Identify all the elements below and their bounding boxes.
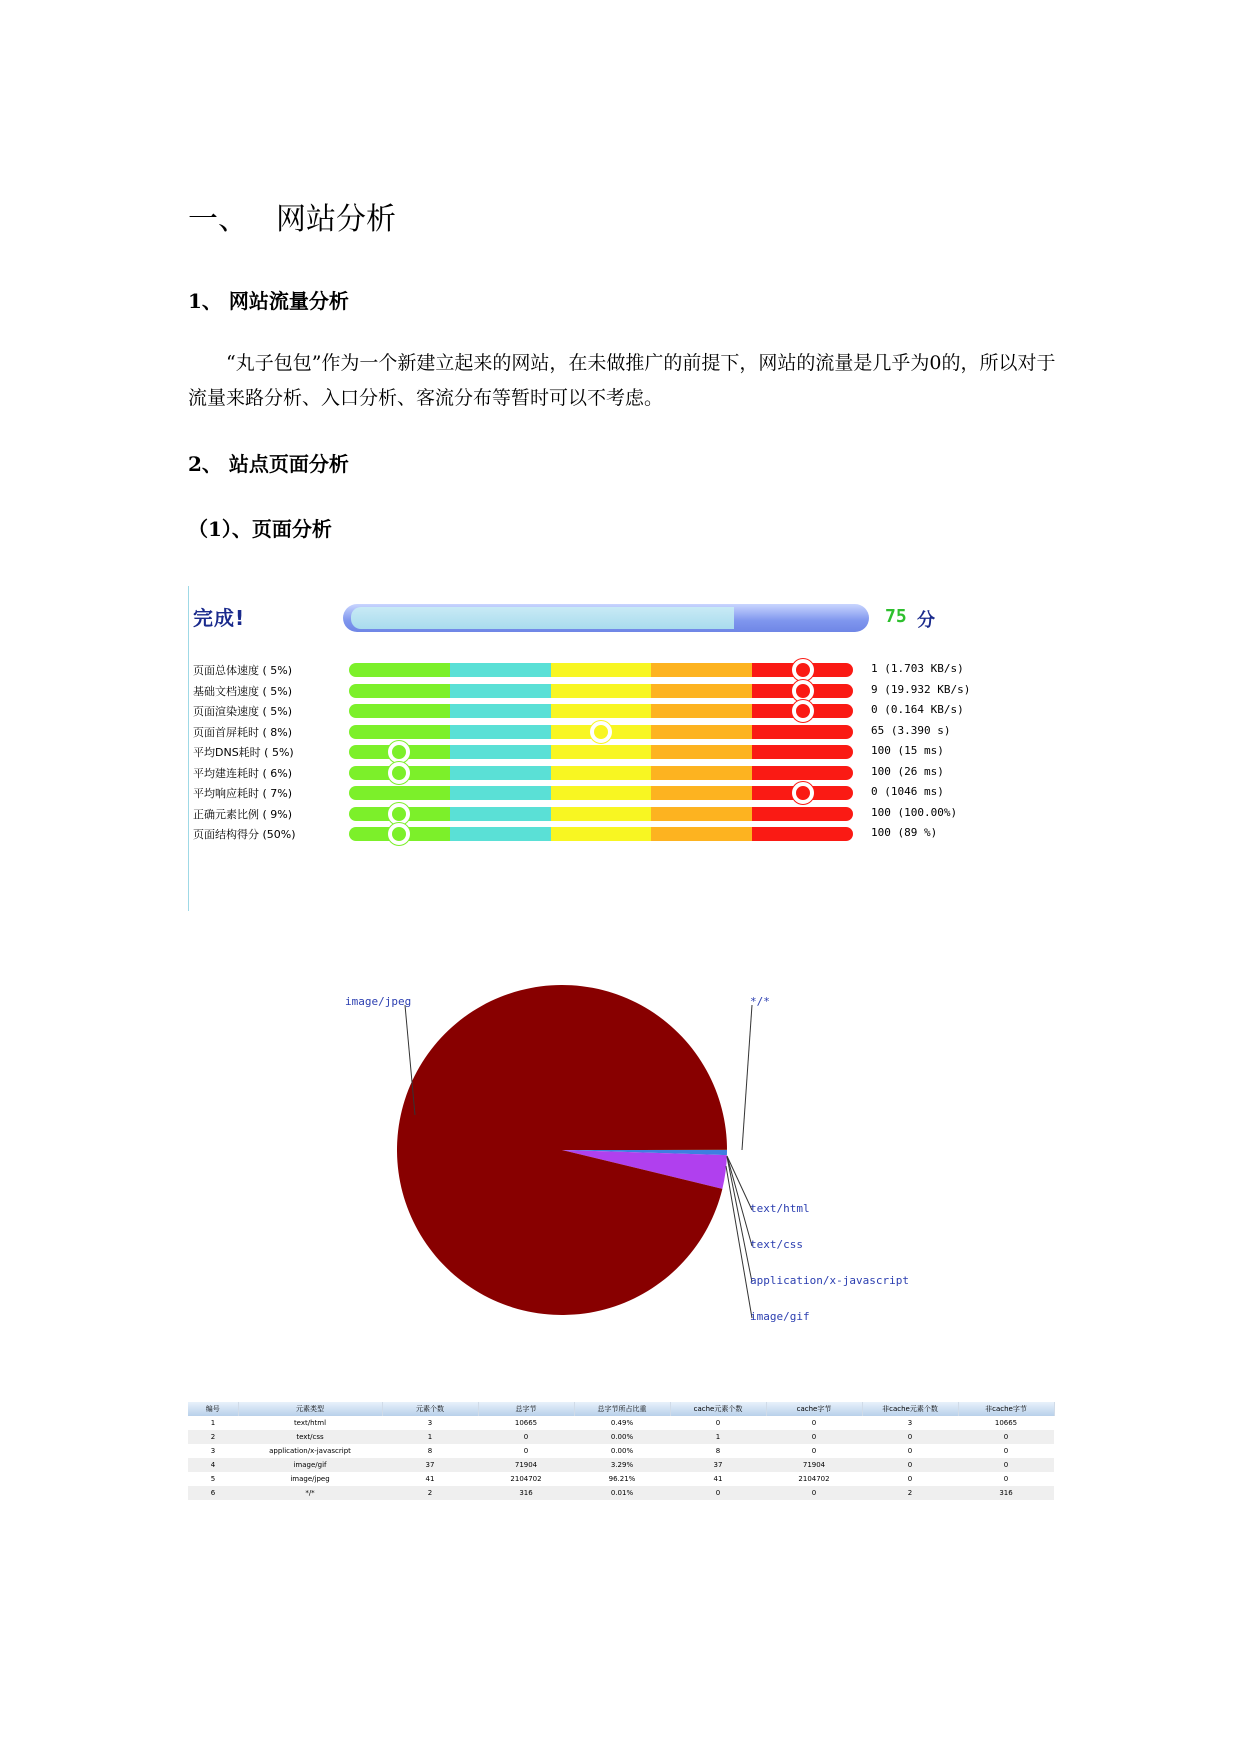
metric-bar-segment — [651, 745, 752, 759]
metric-row — [189, 701, 969, 723]
metric-bar-segment — [651, 807, 752, 821]
table-cell: 0 — [766, 1430, 862, 1444]
table-cell: 0 — [478, 1430, 574, 1444]
table-cell: text/css — [238, 1430, 382, 1444]
metric-bar-segment — [349, 704, 450, 718]
metric-label: 页面首屏耗时 ( 8%) — [193, 725, 293, 739]
table-header-cell: 元素个数 — [382, 1402, 478, 1416]
metric-bar-segment — [450, 704, 551, 718]
table-cell: 8 — [715, 1447, 721, 1455]
table-cell: 4 — [188, 1458, 238, 1472]
metric-value: 100 (15 ms) — [871, 744, 944, 757]
metric-label: 平均响应耗时 ( 7%) — [193, 787, 293, 800]
metric-label: 页面渲染速度 ( 5%) — [193, 705, 293, 718]
metric-label: 页面结构得分 (50%) — [193, 828, 296, 841]
metric-bar-segment — [450, 745, 551, 759]
table-cell: 3 — [210, 1447, 216, 1455]
metric-bar-segment — [349, 725, 450, 739]
table-cell: 6 — [188, 1486, 238, 1500]
table-row — [188, 1416, 1054, 1430]
metric-marker — [388, 762, 410, 784]
table-cell: 71904 — [478, 1458, 574, 1472]
pie-chart — [300, 960, 920, 1340]
metric-bar — [349, 684, 853, 698]
table-cell: 0 — [766, 1486, 862, 1500]
section2-subtitle: （1）、页面分析 — [188, 517, 332, 541]
metric-bar-segment — [349, 786, 450, 800]
table-cell: 5 — [210, 1475, 216, 1483]
score-progress-bar — [343, 604, 869, 632]
page-title: 网站分析 — [276, 202, 396, 237]
metric-bar-segment — [551, 704, 652, 718]
metric-value: 100 (89 %) — [871, 826, 938, 839]
score-panel — [188, 586, 969, 911]
metric-value: 100 (100.00%) — [871, 805, 958, 819]
metric-marker — [388, 823, 410, 845]
pie-leader-line — [726, 1166, 752, 1318]
status-label: 完成! — [193, 606, 246, 630]
metric-bar-segment — [450, 684, 551, 698]
table-cell: 0 — [523, 1447, 529, 1455]
table-cell: 0 — [1003, 1475, 1009, 1483]
table-cell: 8 — [427, 1447, 433, 1455]
table-cell: 10665 — [994, 1419, 1018, 1427]
metric-bar-segment — [551, 786, 652, 800]
table-cell: 0 — [907, 1475, 913, 1483]
table-cell: 0 — [811, 1447, 817, 1455]
metric-bar-segment — [450, 786, 551, 800]
table-row — [188, 1486, 1054, 1500]
table-cell: 2104702 — [798, 1475, 830, 1483]
metric-bar-segment — [651, 827, 752, 841]
metric-bar-segment — [551, 663, 652, 677]
metric-row — [189, 660, 969, 682]
table-header-cell: 非cache字节 — [958, 1402, 1054, 1416]
metric-bar-segment — [450, 766, 551, 780]
table-cell: 0.00% — [610, 1447, 634, 1455]
table-cell: 37 — [382, 1458, 478, 1472]
metric-bar — [349, 766, 853, 780]
table-cell: 316 — [958, 1486, 1054, 1500]
pie-label: image/jpeg — [345, 995, 412, 1008]
table-cell: 2 — [188, 1430, 238, 1444]
metric-label: 正确元素比例 ( 9%) — [193, 807, 293, 821]
table-cell: 2 — [862, 1486, 958, 1500]
metric-marker — [792, 782, 814, 804]
table-header-cell: 非cache元素个数 — [862, 1402, 958, 1416]
table-row — [188, 1458, 1054, 1472]
metric-row — [189, 742, 969, 764]
table-cell: 96.21% — [608, 1475, 636, 1483]
metric-bar — [349, 786, 853, 800]
table-row — [188, 1444, 1054, 1458]
pie-label: text/css — [750, 1238, 803, 1251]
metric-row — [189, 824, 969, 846]
table-cell: 0 — [1003, 1447, 1009, 1455]
metric-bar-segment — [551, 684, 652, 698]
table-cell: 41 — [425, 1475, 435, 1483]
metric-bar-segment — [651, 786, 752, 800]
metric-bar-segment — [651, 663, 752, 677]
table-row — [188, 1472, 1054, 1486]
table-cell: 3 — [427, 1419, 433, 1427]
metric-bar-segment — [450, 725, 551, 739]
pie-leader-line — [727, 1157, 752, 1282]
metric-value: 65 (3.390 s) — [871, 723, 951, 737]
metric-row — [189, 722, 969, 744]
table-cell: 1 — [210, 1419, 216, 1427]
metric-label: 页面总体速度 ( 5%) — [193, 664, 293, 677]
metric-bar-segment — [752, 766, 853, 780]
table-cell: */* — [238, 1486, 382, 1500]
pie-label: application/x-javascript — [750, 1274, 909, 1287]
pie-leader-line — [742, 1005, 752, 1150]
section1-paragraph: “丸子包包”作为一个新建立起来的网站，在未做推广的前提下，网站的流量是几乎为0的，所以对于流量来路分析、入口分析、客流分布等暂时可以不考虑。 — [188, 352, 1056, 409]
table-cell: 0 — [862, 1458, 958, 1472]
metric-bar — [349, 745, 853, 759]
table-body — [188, 1416, 1054, 1500]
metric-bar — [349, 704, 853, 718]
metric-bar-segment — [551, 745, 652, 759]
metric-bar-segment — [752, 745, 853, 759]
metric-row — [189, 804, 969, 826]
metric-bar-segment — [651, 684, 752, 698]
table-cell: 0.01% — [574, 1486, 670, 1500]
metric-bar-segment — [349, 684, 450, 698]
table-cell: 41 — [713, 1475, 723, 1483]
table-cell: 1 — [670, 1430, 766, 1444]
metric-row — [189, 681, 969, 703]
metric-bar-segment — [551, 807, 652, 821]
section2-title: 2、 站点页面分析 — [188, 452, 349, 476]
table-header-cell: 总字节 — [478, 1402, 574, 1416]
metric-bar-segment — [752, 725, 853, 739]
table-cell: 1 — [382, 1430, 478, 1444]
table-cell: 37 — [670, 1458, 766, 1472]
element-table — [188, 1402, 1055, 1500]
pie-label: text/html — [750, 1202, 810, 1215]
table-cell: 0.00% — [574, 1430, 670, 1444]
table-cell: 0 — [670, 1486, 766, 1500]
pie-label: image/gif — [750, 1310, 810, 1323]
metric-label: 平均建连耗时 ( 6%) — [193, 766, 293, 780]
pie-slices — [397, 985, 727, 1315]
metric-bar — [349, 827, 853, 841]
table-header-row — [188, 1402, 1054, 1416]
score-progress-fill — [351, 607, 734, 629]
table-cell: application/x-javascript — [269, 1447, 351, 1455]
metric-value: 0 (1046 ms) — [871, 785, 944, 798]
table-cell: 3 — [907, 1419, 913, 1427]
section1-title: 1、 网站流量分析 — [188, 289, 349, 313]
metric-bar-segment — [651, 766, 752, 780]
metric-bar-segment — [349, 663, 450, 677]
metric-bar-segment — [450, 663, 551, 677]
metric-row — [189, 783, 969, 805]
pie-label: */* — [750, 995, 770, 1008]
metric-row — [189, 763, 969, 785]
table-cell: 0 — [715, 1419, 721, 1427]
metric-label: 基础文档速度 ( 5%) — [193, 684, 293, 698]
table-cell: 0 — [907, 1447, 913, 1455]
table-header-cell: cache元素个数 — [670, 1402, 766, 1416]
table-header-cell: cache字节 — [766, 1402, 862, 1416]
table-cell: 0 — [958, 1458, 1054, 1472]
metric-value: 9 (19.932 KB/s) — [871, 682, 971, 696]
table-cell: image/gif — [238, 1458, 382, 1472]
table-cell: 2104702 — [510, 1475, 542, 1483]
metric-bar-segment — [651, 704, 752, 718]
metric-marker — [792, 659, 814, 681]
table-cell: 2 — [382, 1486, 478, 1500]
table-header-cell: 编号 — [188, 1402, 238, 1416]
metric-bar-segment — [450, 807, 551, 821]
metric-label: 平均DNS耗时 ( 5%) — [193, 746, 294, 759]
metric-value: 100 (26 ms) — [871, 764, 944, 778]
table-cell: 0 — [811, 1419, 817, 1427]
table-cell: 0.49% — [610, 1419, 634, 1427]
metric-bar-segment — [551, 766, 652, 780]
table-cell: 3.29% — [574, 1458, 670, 1472]
table-cell: 10665 — [514, 1419, 538, 1427]
score-unit: 分 — [917, 610, 935, 631]
metric-bar-segment — [450, 827, 551, 841]
table-header-cell: 元素类型 — [238, 1402, 382, 1416]
metric-bar — [349, 663, 853, 677]
metric-marker — [388, 741, 410, 763]
table-cell: text/html — [293, 1419, 327, 1427]
score-value: 75 — [885, 606, 907, 627]
heading-number: 一、 — [188, 202, 248, 237]
metric-marker — [388, 803, 410, 825]
table-cell: image/jpeg — [290, 1475, 330, 1483]
metric-marker — [792, 700, 814, 722]
metric-marker — [792, 680, 814, 702]
metric-bar-segment — [752, 807, 853, 821]
table-header-cell: 总字节所占比重 — [574, 1402, 670, 1416]
metric-bar-segment — [752, 827, 853, 841]
table-cell: 0 — [958, 1430, 1054, 1444]
metric-marker — [590, 721, 612, 743]
table-row — [188, 1430, 1054, 1444]
metric-bar-segment — [551, 827, 652, 841]
metric-value: 0 (0.164 KB/s) — [871, 703, 964, 716]
table-cell: 0 — [862, 1430, 958, 1444]
metric-value: 1 (1.703 KB/s) — [871, 662, 964, 675]
metric-bar-segment — [651, 725, 752, 739]
metric-bar — [349, 807, 853, 821]
table-cell: 71904 — [766, 1458, 862, 1472]
table-cell: 316 — [478, 1486, 574, 1500]
